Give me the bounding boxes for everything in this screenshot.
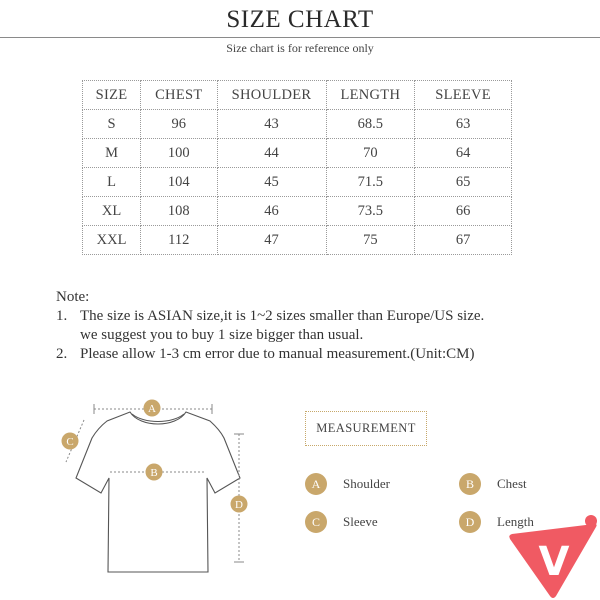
note-line: Please allow 1-3 cm error due to manual measurement.(Unit:CM): [80, 346, 475, 362]
table-row: [83, 226, 512, 255]
table-row: [83, 197, 512, 226]
page-subtitle: Size chart is for reference only: [226, 41, 374, 55]
cell-size: XXL: [83, 226, 141, 255]
cell-sleeve: 63: [415, 110, 512, 139]
legend-item-chest: [459, 473, 527, 495]
cell-chest: 108: [141, 197, 217, 226]
cell-size: S: [83, 110, 141, 139]
marker-c: [62, 433, 79, 450]
cell-size: XL: [83, 197, 141, 226]
cell-length: 70: [326, 139, 415, 168]
cell-length: 71.5: [326, 168, 415, 197]
legend-label-sleeve: Sleeve: [343, 514, 378, 529]
legend-badge-a: A: [305, 473, 327, 495]
table-header-row: [83, 81, 512, 110]
svg-text:B: B: [150, 467, 158, 479]
cell-chest: 96: [141, 110, 217, 139]
cell-size: M: [83, 139, 141, 168]
legend-label-length: Length: [497, 514, 534, 529]
cell-shoulder: 44: [217, 139, 326, 168]
cell-shoulder: 46: [217, 197, 326, 226]
table-row: [83, 139, 512, 168]
note-number: 1.: [56, 308, 68, 324]
cell-chest: 104: [141, 168, 217, 197]
column-header-shoulder: SHOULDER: [217, 81, 326, 110]
brand-logo: [508, 512, 600, 600]
cell-sleeve: 64: [415, 139, 512, 168]
svg-text:A: A: [148, 403, 156, 415]
legend-badge-d: D: [459, 511, 481, 533]
column-header-sleeve: SLEEVE: [415, 81, 512, 110]
cell-size: L: [83, 168, 141, 197]
note-item: [56, 307, 586, 345]
marker-b: [146, 464, 163, 481]
measurement-title-box: [305, 411, 427, 446]
svg-text:C: C: [66, 436, 74, 448]
notes-heading: Note:: [56, 289, 90, 305]
legend-item-sleeve: [305, 511, 378, 533]
svg-text:D: D: [235, 499, 243, 511]
note-item: [56, 345, 586, 364]
note-number: 2.: [56, 346, 68, 362]
cell-length: 75: [326, 226, 415, 255]
cell-shoulder: 43: [217, 110, 326, 139]
legend-badge-b: B: [459, 473, 481, 495]
cell-sleeve: 67: [415, 226, 512, 255]
table-row: [83, 168, 512, 197]
cell-shoulder: 47: [217, 226, 326, 255]
cell-shoulder: 45: [217, 168, 326, 197]
logo-letter: V: [538, 539, 570, 585]
column-header-chest: CHEST: [141, 81, 217, 110]
cell-length: 73.5: [326, 197, 415, 226]
cell-length: 68.5: [326, 110, 415, 139]
legend-item-shoulder: [305, 473, 390, 495]
size-table: [82, 80, 512, 255]
cell-chest: 112: [141, 226, 217, 255]
table-row: [83, 110, 512, 139]
title-divider: [0, 37, 600, 38]
notes-section: [56, 288, 586, 364]
logo-dot: [585, 515, 597, 527]
note-line: we suggest you to buy 1 size bigger than usual.: [80, 327, 364, 343]
column-header-size: SIZE: [83, 81, 141, 110]
marker-a: [144, 400, 161, 417]
page-title: SIZE CHART: [226, 6, 374, 33]
legend-label-shoulder: Shoulder: [343, 476, 390, 491]
legend-label-chest: Chest: [497, 476, 527, 491]
tshirt-outline: [76, 412, 240, 572]
tshirt-diagram: [50, 390, 280, 590]
cell-sleeve: 66: [415, 197, 512, 226]
note-line: The size is ASIAN size,it is 1~2 sizes smaller than Europe/US size.: [80, 308, 485, 324]
measurement-title: MEASUREMENT: [316, 421, 416, 435]
marker-d: [231, 496, 248, 513]
cell-sleeve: 65: [415, 168, 512, 197]
column-header-length: LENGTH: [326, 81, 415, 110]
legend-badge-c: C: [305, 511, 327, 533]
cell-chest: 100: [141, 139, 217, 168]
